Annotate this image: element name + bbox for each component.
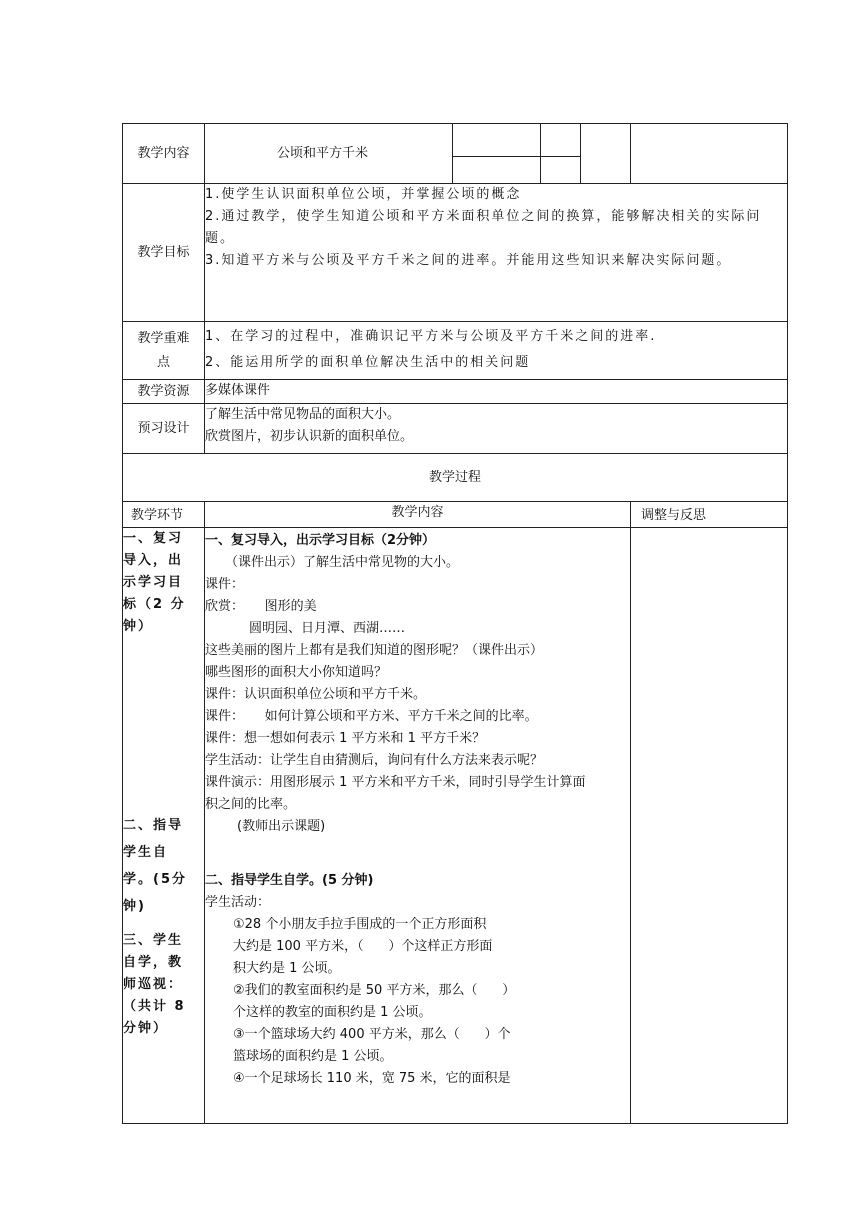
s1-line: 学生活动：让学生自由猜测后，询问有什么方法来表示呢？	[205, 753, 544, 768]
goal-2: 2.通过教学，使学生知道公顷和平方米面积单位之间的换算，能够解决相关的实际问题。	[205, 209, 762, 246]
s1-heading: 一、复习导入，出示学习目标（2分钟）	[205, 533, 436, 548]
s2-line: 学生活动：	[205, 895, 271, 910]
s1-line: 积之间的比率。	[205, 797, 297, 812]
col-stage-header: 教学环节	[123, 502, 205, 528]
s2-line: 个这样的教室的面积约是 1 公顷。	[233, 1005, 432, 1020]
goals-cell	[205, 184, 788, 322]
preview-line-1: 了解生活中常见物品的面积大小。	[205, 407, 401, 422]
col-content-header: 教学内容	[205, 502, 631, 528]
content-value: 公顷和平方千米	[205, 124, 453, 184]
s1-line: 课件演示：用图形展示 1 平方米和平方千米，同时引导学生计算面	[205, 775, 586, 790]
s1-line: 欣赏： 图形的美	[205, 599, 317, 614]
s1-line: 课件：想一想如何表示 1 平方米和 1 平方千米？	[205, 731, 486, 746]
content-label: 教学内容	[123, 124, 205, 184]
s1-line: 课件：	[205, 577, 245, 592]
stage-column	[123, 528, 205, 1124]
col-reflect-header: 调整与反思	[631, 502, 788, 528]
s1-line: 哪些图形的面积大小你知道吗？	[205, 665, 388, 680]
s1-line: （课件出示）了解生活中常见物的大小。	[225, 555, 460, 570]
reflect-column	[631, 528, 788, 1124]
key-point-1: 1、在学习的过程中，准确识记平方米与公顷及平方千米之间的进率.	[205, 329, 657, 344]
resource-value: 多媒体课件	[205, 380, 788, 404]
key-label: 教学重难 点	[123, 322, 205, 380]
preview-cell	[205, 404, 788, 454]
preview-label: 预习设计	[123, 404, 205, 454]
content-column	[205, 528, 631, 1124]
goal-3: 3.知道平方米与公顷及平方千米之间的进率。并能用这些知识来解决实际问题。	[205, 253, 732, 268]
blank-cell-a	[453, 124, 541, 184]
s2-heading: 二、指导学生自学。(5 分钟)	[205, 873, 374, 888]
stage-2: 二、指导 学生自 学。(5分 钟)	[123, 818, 187, 914]
blank-cell-b	[541, 124, 581, 184]
s1-line: 这些美丽的图片上都有是我们知道的图形呢？（课件出示）	[205, 643, 544, 658]
key-points-cell	[205, 322, 788, 380]
s1-line: 圆明园、日月潭、西湖……	[249, 621, 406, 636]
blank-cell-c	[581, 124, 631, 184]
s1-line: 课件：认识面积单位公顷和平方千米。	[205, 687, 427, 702]
stage-3: 三、学生 自学，教 师巡视： （共计 8 分钟）	[123, 933, 186, 1036]
s1-line: 课件： 如何计算公顷和平方米、平方千米之间的比率。	[205, 709, 538, 724]
blank-cell-d	[631, 124, 788, 184]
s2-line: ②我们的教室面积约是 50 平方米，那么（ ）	[233, 983, 516, 998]
lesson-plan-table	[122, 123, 788, 1124]
s2-line: ③一个篮球场大约 400 平方米，那么（ ）个	[233, 1027, 511, 1042]
s2-line: 大约是 100 平方米，（ ）个这样正方形面	[233, 939, 493, 954]
s1-line: (教师出示课题)	[237, 819, 326, 834]
resource-label: 教学资源	[123, 380, 205, 404]
process-title: 教学过程	[123, 454, 788, 502]
key-point-2: 2、能运用所学的面积单位解决生活中的相关问题	[205, 355, 531, 370]
stage-1: 一、复习 导入，出 示学习目 标（2 分 钟）	[123, 531, 186, 634]
s2-line: ①28 个小朋友手拉手围成的一个正方形面积	[233, 917, 487, 932]
s2-line: 篮球场的面积约是 1 公顷。	[233, 1049, 393, 1064]
goals-label: 教学目标	[123, 184, 205, 322]
s2-line: ④一个足球场长 110 米，宽 75 米，它的面积是	[233, 1071, 511, 1086]
preview-line-2: 欣赏图片，初步认识新的面积单位。	[205, 429, 414, 444]
goal-1: 1.使学生认识面积单位公顷，并掌握公顷的概念	[205, 187, 522, 202]
s2-line: 积大约是 1 公顷。	[233, 961, 341, 976]
